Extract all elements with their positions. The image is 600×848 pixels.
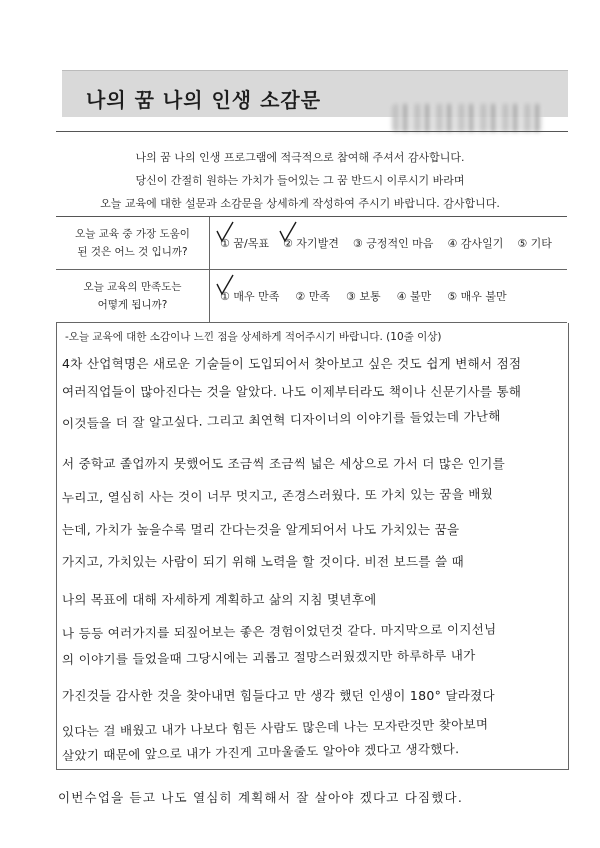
essay-line: 있다는 걸 배웠고 내가 나보다 힘든 사람도 많은데 나는 모자란것만 찾아보며 [61, 716, 489, 739]
question-2-line-1: 오늘 교육의 만족도는 [83, 281, 182, 293]
q1-option-4[interactable]: ④ 감사일기 [447, 237, 504, 250]
essay-line: 나 등등 여러가지를 되짚어보는 좋은 경험이었던것 같다. 마지막으로 이지선님 [61, 621, 497, 641]
q2-option-3[interactable]: ③ 보통 [345, 290, 381, 303]
essay-line: 누리고, 열심히 사는 것이 너무 멋지고, 존경스러웠다. 또 가치 있는 꿈을 배웠 [61, 486, 494, 505]
q2-option-1[interactable]: ① 매우 만족 [220, 288, 279, 304]
question-1-line-1: 오늘 교육 중 가장 도움이 [75, 228, 190, 240]
essay-line: 이것들을 더 잘 알고싶다. 그리고 최연혁 디자이너의 이야기를 들었는데 가난해 [61, 408, 501, 431]
question-2-options [220, 270, 507, 322]
question-1 [56, 217, 210, 269]
question-row-2 [56, 270, 567, 323]
redacted-name [392, 104, 542, 132]
essay-line: 가지고, 가치있는 사람이 되기 위해 노력을 할 것이다. 비전 보드를 쓸 때 [62, 554, 465, 569]
essay-line: 의 이야기를 들었을때 그당시에는 괴롭고 절망스러웠겠지만 하루하루 내가 [61, 647, 476, 667]
question-1-line-2: 된 것은 어느 것 입니까? [77, 246, 188, 258]
intro-text [0, 146, 600, 215]
question-2 [56, 270, 210, 322]
essay-line: 는데, 가치가 높을수록 멀리 간다는것을 알게되어서 나도 가치있는 꿈을 [62, 522, 460, 537]
essay-line: 서 중학교 졸업까지 못했어도 조금씩 조금씩 넓은 세상으로 가서 더 많은 인기를 [62, 456, 506, 471]
q1-option-3[interactable]: ③ 긍정적인 마음 [352, 237, 434, 250]
essay-line: 4차 산업혁명은 새로운 기술들이 도입되어서 찾아보고 싶은 것도 쉽게 변해서 점점 [62, 356, 522, 371]
essay-closing-line: 이번수업을 듣고 나도 열심히 계획해서 잘 살아야 겠다고 다짐했다. [58, 790, 463, 805]
q1-option-5[interactable]: ⑤ 기타 [517, 237, 552, 250]
intro-line-1: 나의 꿈 나의 인생 프로그램에 적극적으로 참여해 주셔서 감사합니다. [135, 151, 465, 164]
q2-option-2[interactable]: ② 만족 [295, 290, 330, 303]
q2-option-5[interactable]: ⑤ 매우 불만 [447, 290, 507, 303]
essay-line: 살았기 때문에 앞으로 내가 가진게 고마울줄도 알아야 겠다고 생각했다. [61, 741, 460, 763]
intro-line-3: 오늘 교육에 대한 설문과 소감문을 상세하게 작성하여 주시기 바랍니다. 감사합니다. [100, 197, 500, 210]
essay-line: 가진것들 감사한 것을 찾아내면 힘들다고 만 생각 했던 인생이 180° 달라졌다 [62, 688, 495, 703]
header-divider [56, 131, 568, 132]
question-row-1 [56, 217, 567, 270]
q2-option-4[interactable]: ④ 불만 [396, 290, 432, 303]
essay-line: 나의 목표에 대해 자세하게 계획하고 삶의 지침 몇년후에 [62, 592, 377, 607]
question-2-line-2: 어떻게 됩니까? [97, 299, 168, 311]
intro-line-2: 당신이 간절히 원하는 가치가 들어있는 그 꿈 반드시 이루시기 바라며 [135, 174, 465, 187]
page-title: 나의 꿈 나의 인생 소감문 [86, 88, 322, 112]
essay-line: 여러직업들이 많아진다는 것을 알았다. 나도 이제부터라도 책이나 신문기사를 통해 [62, 384, 522, 399]
question-1-options [220, 217, 552, 269]
q1-option-2[interactable]: ② 자기발견 [283, 235, 339, 251]
q1-option-1[interactable]: ① 꿈/목표 [220, 235, 269, 251]
essay-prompt: -오늘 교육에 대한 소감이나 느낀 점을 상세하게 적어주시기 바랍니다. (10줄 이상) [65, 331, 442, 343]
